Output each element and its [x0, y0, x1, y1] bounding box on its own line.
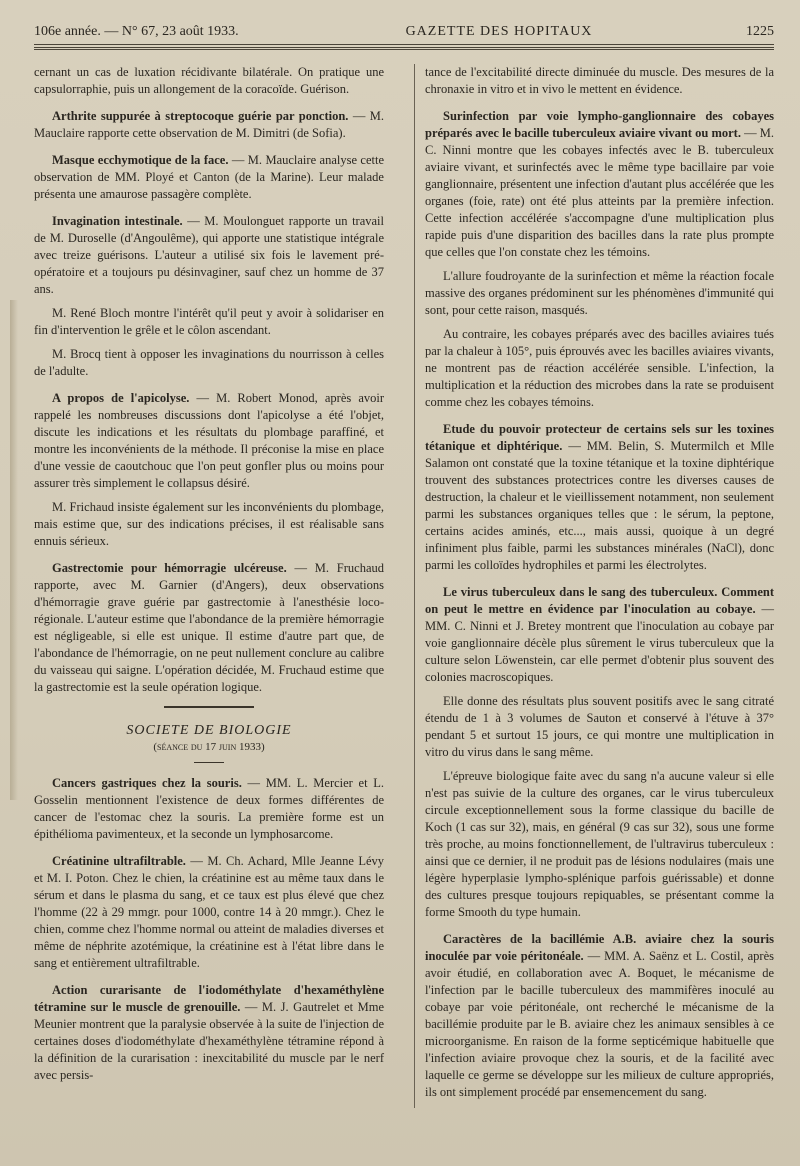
page-fold-shadow: [10, 300, 18, 800]
paragraph: Au contraire, les cobayes préparés avec des bacilles aviaires tués par la chaleur à 105°, puis éprouvés avec les bacilles aviaires vivants, ne montrent pas de réaction accélérée sensible. L'infection, la multiplication et la réduction des microbes dans la rate se produisent comme chez les cobayes témoins.: [425, 327, 774, 409]
article-body: — M. J. Gautrelet et Mme Meunier montrent que la paralysie observée à la suite de l'injection de certaines doses d'iodométhylate d'hexaméthylène tétramine répond à la définition de la curarisation : inexcitabilité du muscle par le nerf avec persis-: [34, 1000, 384, 1082]
article-title: A propos de l'apicolyse.: [52, 391, 190, 405]
article-curarisante: [34, 982, 384, 1084]
article-title: Cancers gastriques chez la souris.: [52, 776, 242, 790]
article-gastrectomie: [34, 560, 384, 696]
left-intro: cernant un cas de luxation récidivante bilatérale. On pratique une capsulorraphie, puis un allongement de la coracoïde. Guérison.: [34, 65, 384, 96]
article-pouvoir-protecteur: [425, 421, 774, 574]
article-creatinine: [34, 853, 384, 972]
article-title: Caractères de la bacillémie A.B. aviaire chez la souris inoculée par voie péritonéale.: [425, 932, 774, 963]
article-masque: [34, 152, 384, 203]
header-title: GAZETTE DES HOPITAUX: [405, 24, 593, 39]
section-subtitle: (séance du 17 juin 1933): [153, 741, 265, 753]
article-body: — M. Mauclaire rapporte cette observation de M. Dimitri (de Sofia).: [34, 109, 384, 140]
left-column: [34, 64, 394, 1108]
article-body: — M. Ch. Achard, Mlle Jeanne Lévy et M. I. Poton. Chez le chien, la créatinine est au même taux dans le sérum et dans le plasma du sang, et ce taux est plus élevé que chez l'homme (22 à 29 mmgr. pour 1000, contre 14 à 20 mmgr.). Chez le chien, comme chez l'homme normal ou atteint de maladies diverses et même de néphrite azotémique, la créatinine est à l'état libre dans le sang et entièrement ultrafiltrable.: [34, 854, 385, 970]
article-surinfection: [425, 108, 774, 261]
paragraph: L'épreuve biologique faite avec du sang n'a aucune valeur si elle n'est pas suivie de la culture des organes, car le virus tuberculeux circule exceptionnellement sous la forme classique du bacille de Koch (1 cas sur 32), mais, en général (9 cas sur 32), sous une forme très proche, au moins fonctionnellement, de l'ultravirus tuberculeux : ainsi que ce dernier, il ne produit pas de lésions nodulaires (mais une légère hyperplasie lympho-splénique parfois guérissable) et donne des cultures presque toujours repiquables, se présentant comme la forme Smooth du type humain.: [425, 769, 774, 919]
article-title: Masque ecchymotique de la face.: [52, 153, 229, 167]
paragraph: M. René Bloch montre l'intérêt qu'il peut y avoir à solidariser en fin d'intervention le grêle et le côlon ascendant.: [34, 306, 384, 337]
section-dash: [194, 762, 224, 763]
article-body: — MM. A. Saënz et L. Costil, après avoir étudié, en collaboration avec A. Boquet, le mécanisme de l'infection par le bacille tuberculeux des mammifères inoculé au cobaye par voie péritonéale, ont recherché le mécanisme de la bacillémie produite par le B. aviaire chez les animaux sensibles à ce microorganisme. En raison de la forme septicémique habituelle que l'infection aviaire provoque chez la souris, et de la facilité avec laquelle ce germe se développe sur les milieux de culture appropriés, ils ont simplement procédé par ensemencement du sang.: [425, 949, 774, 1099]
header-double-rule: [34, 47, 774, 50]
article-body: — M. Moulonguet rapporte un travail de M. Duroselle (d'Angoulême), qui apporte une statistique intégrale avec treize guérisons. L'auteur a utilisé six fois le lavement pré-opératoire et a toujours pu désinvaginer, sauf chez un homme de 37 ans.: [34, 214, 385, 296]
article-title: Gastrectomie pour hémorragie ulcéreuse.: [52, 561, 287, 575]
article-body: — M. Mauclaire analyse cette observation de MM. Ployé et Canton (de la Marine). Leur malade présenta une amaurose passagère complète.: [34, 153, 385, 201]
article-invagination: [34, 213, 384, 298]
article-title: Arthrite suppurée à streptocoque guérie par ponction.: [52, 109, 349, 123]
article-body: — MM. C. Ninni et J. Bretey montrent que l'inoculation au cobaye par voie ganglionnaire décèle plus sûrement le virus tuberculeux que la culture selon Löwenstein, car elle permet d'obtenir plus souvent des colonies macroscopiques.: [425, 602, 774, 684]
page-header: [34, 12, 774, 40]
article-body: — M. Robert Monod, après avoir rappelé les nombreuses discussions dont l'apicolyse a été l'objet, discute les indications et les résultats du plombage paraffiné, et montre les inconvénients de la méthode. Il préconise la mise en place d'une vessie de caoutchouc que l'on peut gonfler plus ou moins pour assurer très simplement le collapsus désiré.: [34, 391, 385, 490]
paragraph: M. Frichaud insiste également sur les inconvénients du plombage, mais estime que, sur des indications précises, il est réalisable sans ennuis sérieux.: [34, 500, 384, 548]
article-title: Action curarisante de l'iodométhylate d'hexaméthylène tétramine sur le muscle de grenouille.: [34, 983, 384, 1014]
paragraph: M. Brocq tient à opposer les invaginations du nourrisson à celles de l'adulte.: [34, 347, 384, 378]
header-page-number: 1225: [745, 24, 774, 39]
article-bacillemie: [425, 931, 774, 1101]
paragraph: L'allure foudroyante de la surinfection et même la réaction focale massive des organes prédominent sur les phénomènes d'immunité qui sont, pour cette raison, masqués.: [425, 269, 774, 317]
header-rule: [34, 44, 774, 45]
article-body: — M. C. Ninni montre que les cobayes infectés avec le B. tuberculeux aviaire vivant, et surinfectés avec le même type bacillaire par voie ganglionnaire, présentent une infection d'autant plus accélérée que les organes (foie, rate) ont été plus atteints par la première infection. Cette infection accélérée s'accompagne d'une multiplication plus rapide puis d'une disparition des bacilles dans la rate plus prompte que celles que l'on constate chez les témoins.: [425, 126, 775, 259]
article-virus-tuberculeux: [425, 584, 774, 686]
article-body: — MM. Belin, S. Mutermilch et Mlle Salamon ont constaté que la toxine tétanique et la toxine diphtérique trouvent des substances protectrices contre les diverses causes de destruction, la chaleur et le vieillissement notamment, non seulement parmi les substances organiques telles que : le sérum, la peptone, certains acides aminés, etc..., mais aussi, quoique à un degré infiniment plus faible, parmi les substances minérales (NaCl), donc parmi les colloïdes hydrophiles et parmi les électrolytes.: [425, 439, 774, 572]
article-body: — M. Fruchaud rapporte, avec M. Garnier (d'Angers), deux observations d'hémorragie grave guérie par gastrectomie à l'anesthésie loco-régionale. L'auteur estime que l'abondance de la première hémorragie est négligeable, si elle est unique. Il estime d'autre part que, de l'abondance de l'hémorragie, on ne peut nullement conclure au calibre du vaisseau qui saigne. L'opération décidée, M. Fruchaud estime que la gastrectomie est la seule opération logique.: [34, 561, 385, 694]
right-intro: tance de l'excitabilité directe diminuée du muscle. Des mesures de la chronaxie in vitro et in vivo le mettent en évidence.: [425, 65, 774, 96]
paragraph: Elle donne des résultats plus souvent positifs avec le sang citraté étendu de 1 à 3 volumes de Sauton et conservé à l'étuve à 37° pendant 5 et surtout 15 jours, ce qui montre une multiplication in vitro du virus dans le sang même.: [425, 694, 774, 759]
article-cancers: [34, 775, 384, 843]
article-title: Etude du pouvoir protecteur de certains sels sur les toxines tétanique et diphtérique.: [425, 422, 774, 453]
article-title: Le virus tuberculeux dans le sang des tuberculeux. Comment on peut le mettre en évidence par l'inoculation au cobaye.: [425, 585, 774, 616]
article-title: Invagination intestinale.: [52, 214, 183, 228]
article-arthrite: [34, 108, 384, 142]
article-title: Créatinine ultrafiltrable.: [52, 854, 186, 868]
columns: [34, 64, 774, 1108]
right-column: [414, 64, 774, 1108]
article-title: Surinfection par voie lympho-ganglionnaire des cobayes préparés avec le bacille tuberculeux aviaire vivant ou mort.: [425, 109, 774, 140]
article-apicolyse: [34, 390, 384, 492]
section-title: SOCIETE DE BIOLOGIE: [126, 723, 292, 738]
section-separator: [164, 706, 254, 708]
header-issue: 106e année. — N° 67, 23 août 1933.: [34, 24, 239, 39]
article-body: — MM. L. Mercier et L. Gosselin mentionnent l'existence de deux formes différentes de cancer de l'estomac chez la souris. La première forme est un épithélioma pavimenteux, et la seconde un lymphosarcome.: [34, 776, 385, 841]
